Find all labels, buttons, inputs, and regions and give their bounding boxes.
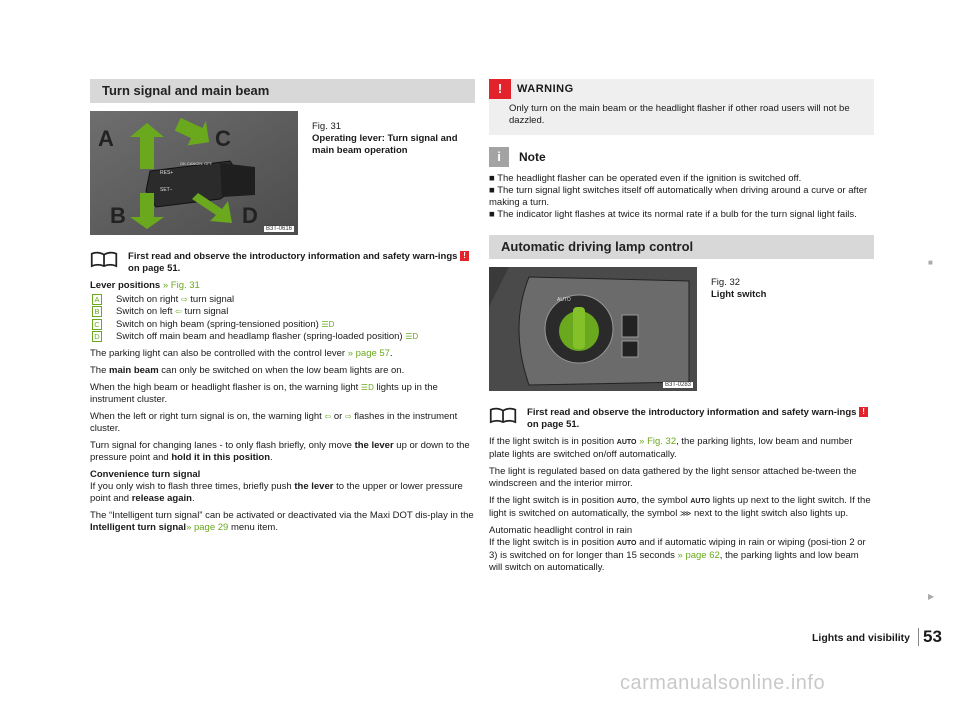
svg-text:SET−: SET− (160, 187, 173, 193)
figure-number: Fig. 32 (711, 277, 741, 288)
paragraph: If the light switch is in position AUTO, the symbol AUTO lights up next to the light switch. If the light is switched on automatically, the symbol ⋙ next to the light switch also lights up. (489, 495, 871, 519)
paragraph: The parking light can also be controlled with the control lever » page 57. (90, 348, 393, 359)
page-number: 53 (918, 628, 942, 646)
list-item: B Switch on left ⇦ turn signal (90, 306, 475, 319)
svg-text:A: A (98, 126, 114, 151)
figure-32 (489, 267, 874, 399)
auto-symbol-icon: AUTO (616, 540, 637, 547)
list-item: ■ The indicator light flashes at twice its normal rate if a bulb for the turn signal light fails. (489, 209, 857, 220)
figure-title: Light switch (711, 289, 767, 300)
paragraph: Turn signal for changing lanes - to only flash briefly, only move the lever up or down to the pressure point and hold it in this position. (90, 440, 470, 463)
auto-symbol-icon: AUTO (616, 498, 637, 505)
paragraph: If the light switch is in position AUTO » Fig. 32, the parking lights, low beam and number plate lights are switched on/off automatically. (489, 436, 853, 460)
list-item: A Switch on right ⇨ turn signal (90, 293, 475, 306)
turn-right-icon: ⇨ (180, 294, 188, 304)
position-letter: B (92, 306, 102, 317)
note-list (489, 173, 874, 221)
section-end-icon: ■ (928, 258, 933, 267)
paragraph: Automatic headlight control in rain If the light switch is in position AUTO and if automatic wiping in rain or wiping (posi-tion 2 or 3) is switched on for longer than 15 seconds » page 62, the parking lights and low beam will switch on automatically. (489, 525, 866, 573)
subheading: Automatic headlight control in rain (489, 525, 633, 536)
subheading: Convenience turn signal (90, 469, 201, 480)
auto-symbol-icon: AUTO (616, 439, 637, 446)
watermark: carmanualsonline.info (620, 672, 826, 694)
svg-text:B: B (110, 203, 126, 228)
intro-text: First read and observe the introductory information and safety warn-ings ! on page 51. (128, 249, 475, 275)
position-letter: A (92, 294, 102, 305)
section-heading-turn-signal: Turn signal and main beam (90, 79, 475, 103)
lever-positions-heading: Lever positions » Fig. 31 (90, 280, 200, 291)
list-item: C Switch on high beam (spring-tensioned position) ☰D (90, 318, 475, 331)
warning-badge-icon: ! (859, 407, 868, 417)
dipped-beam-icon: ⋙ (679, 509, 692, 518)
paragraph: Convenience turn signal If you only wish to flash three times, briefly push the lever to the upper or lower pressure point and release again. (90, 469, 463, 504)
list-item: D Switch off main beam and headlamp flasher (spring-loaded position) ☰D (90, 331, 475, 344)
turn-right-icon: ⇨ (344, 412, 352, 421)
svg-text:OK CANCEL OFF: OK CANCEL OFF (180, 161, 213, 166)
note-title: Note (519, 150, 546, 164)
figure-31 (90, 111, 475, 243)
figure-caption (711, 277, 871, 301)
figure-number: Fig. 31 (312, 121, 342, 132)
paragraph: The “Intelligent turn signal” can be activated or deactivated via the Maxi DOT dis-play in the Intelligent turn signal» page 29 menu item. (90, 510, 474, 533)
paragraph: When the left or right turn signal is on, the warning light ⇦ or ⇨ flashes in the instrument cluster. (90, 411, 458, 434)
intro-notice (90, 249, 475, 275)
continue-arrow-icon: ▶ (928, 592, 935, 601)
svg-text:AUTO: AUTO (557, 297, 571, 303)
svg-text:D: D (242, 203, 258, 228)
paragraph: The light is regulated based on data gathered by the light sensor attached be-tween the windscreen and the interior mirror. (489, 466, 857, 489)
warning-box (489, 79, 874, 135)
lever-illustration (90, 111, 298, 235)
page-footer (812, 628, 942, 646)
svg-text:RES+: RES+ (160, 170, 174, 176)
book-icon (90, 249, 118, 269)
intro-text: First read and observe the introductory information and safety warn-ings ! on page 51. (527, 405, 874, 431)
list-item: ■ The headlight flasher can be operated even if the ignition is switched off. (489, 173, 802, 184)
fig-31-link[interactable]: » Fig. 31 (162, 280, 200, 291)
main-beam-icon: ☰D (360, 383, 374, 392)
turn-left-icon: ⇦ (175, 307, 182, 317)
book-icon (489, 405, 517, 425)
lever-positions-list (90, 293, 475, 343)
figure-title: Operating lever: Turn signal and main beam operation (312, 133, 458, 156)
main-beam-icon: ☰D (405, 332, 419, 342)
list-item: ■ The turn signal light switches itself off automatically when driving around a curve or after making a turn. (489, 185, 868, 208)
paragraph: The main beam can only be switched on when the low beam lights are on. (90, 365, 405, 376)
auto-symbol-icon: AUTO (690, 498, 711, 505)
light-switch-illustration (489, 267, 697, 391)
turn-left-icon: ⇦ (324, 412, 332, 421)
left-column (90, 79, 475, 534)
footer-section: Lights and visibility (812, 632, 911, 644)
svg-text:C: C (215, 126, 231, 151)
main-beam-icon: ☰D (321, 319, 335, 329)
right-column (489, 79, 874, 574)
figure-caption (312, 121, 472, 157)
intro-notice (489, 405, 874, 431)
page-57-link[interactable]: » page 57 (347, 348, 390, 359)
figure-code: B3T-0616 (265, 226, 292, 232)
note-header (489, 147, 874, 167)
warning-badge-icon: ! (460, 251, 469, 261)
position-letter: C (92, 319, 102, 330)
section-heading-auto-lamp: Automatic driving lamp control (489, 235, 874, 259)
page-62-link[interactable]: » page 62 (677, 550, 720, 561)
warning-title: WARNING (517, 83, 574, 95)
page-29-link[interactable]: » page 29 (186, 522, 229, 533)
warning-icon: ! (489, 79, 511, 99)
fig-32-link[interactable]: » Fig. 32 (639, 436, 677, 447)
warning-text: Only turn on the main beam or the headlight flasher if other road users will not be dazzled. (509, 103, 850, 126)
position-letter: D (92, 331, 102, 342)
info-icon: i (489, 147, 509, 167)
figure-code: B3T-0283 (664, 382, 691, 388)
paragraph: When the high beam or headlight flasher is on, the warning light ☰D lights up in the instrument cluster. (90, 382, 438, 405)
